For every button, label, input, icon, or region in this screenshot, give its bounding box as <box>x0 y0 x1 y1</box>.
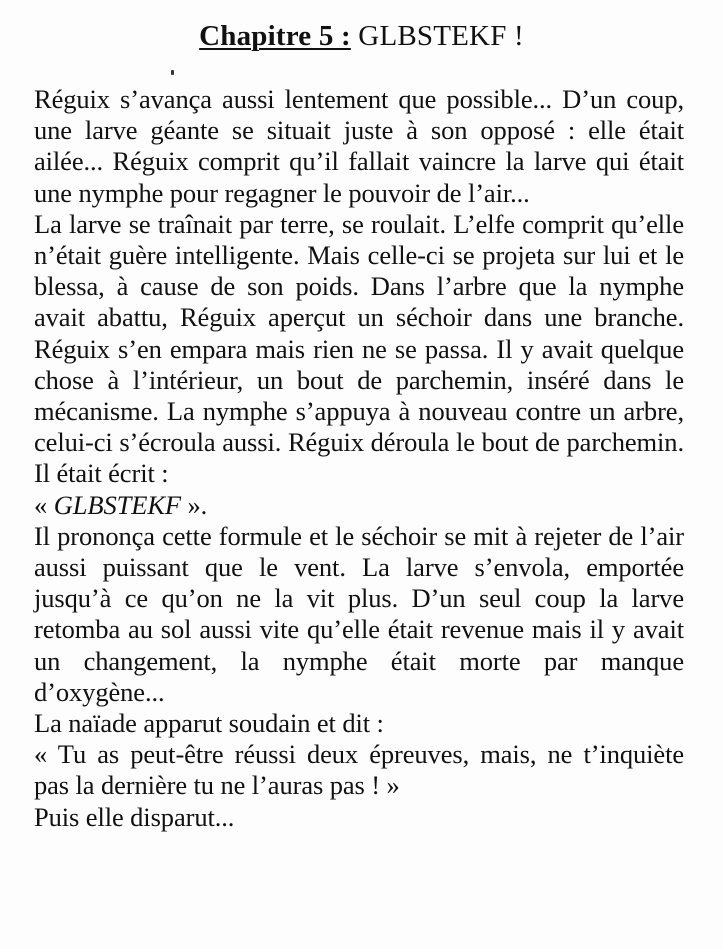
formula-word: GLBSTEKF <box>53 489 181 520</box>
ink-speck <box>171 70 174 75</box>
formula-open-quote: « <box>34 489 54 520</box>
formula-line <box>34 490 684 521</box>
paragraph-1: Réguix s’avança aussi lentement que possible... D’un coup, une larve géante se situait juste à son opposé : elle était ailée... Réguix comprit qu’il fallait vaincre la larve qui était une nymphe pour regagner le pouvoir de l’air... <box>34 84 684 208</box>
chapter-heading <box>0 16 723 56</box>
chapter-label: Chapitre 5 : <box>199 20 351 52</box>
paragraph-4: La naïade apparut soudain et dit : <box>34 708 384 739</box>
formula-close-quote: ». <box>181 489 208 520</box>
paragraph-5: « Tu as peut-être réussi deux épreuves, mais, ne t’inquiète pas la dernière tu ne l’auras pas ! » <box>34 739 684 801</box>
chapter-name: GLBSTEKF ! <box>358 20 524 52</box>
chapter-body <box>34 84 684 833</box>
paragraph-3: Il prononça cette formule et le séchoir se mit à rejeter de l’air aussi puissant que le vent. La larve s’envola, emportée jusqu’à ce qu’on ne la vit plus. D’un seul coup la larve retomba au sol aussi vite qu’elle était revenue mais il y avait un changement, la nymphe était morte par manque d’oxygène... <box>34 520 684 707</box>
paragraph-2: La larve se traînait par terre, se roulait. L’elfe comprit qu’elle n’était guère intelligente. Mais celle-ci se projeta sur lui et le blessa, à cause de son poids. Dans l’arbre que la nymphe avait abattu, Réguix aperçut un séchoir dans une branche. Réguix s’en empara mais rien ne se passa. Il y avait quelque chose à l’intérieur, un bout de parchemin, inséré dans le mécanisme. La nymphe s’appuya à nouveau contre un arbre, celui-ci s’écroula aussi. Réguix déroula le bout de parchemin. Il était écrit : <box>34 208 684 489</box>
paragraph-6: Puis elle disparut... <box>34 801 235 832</box>
